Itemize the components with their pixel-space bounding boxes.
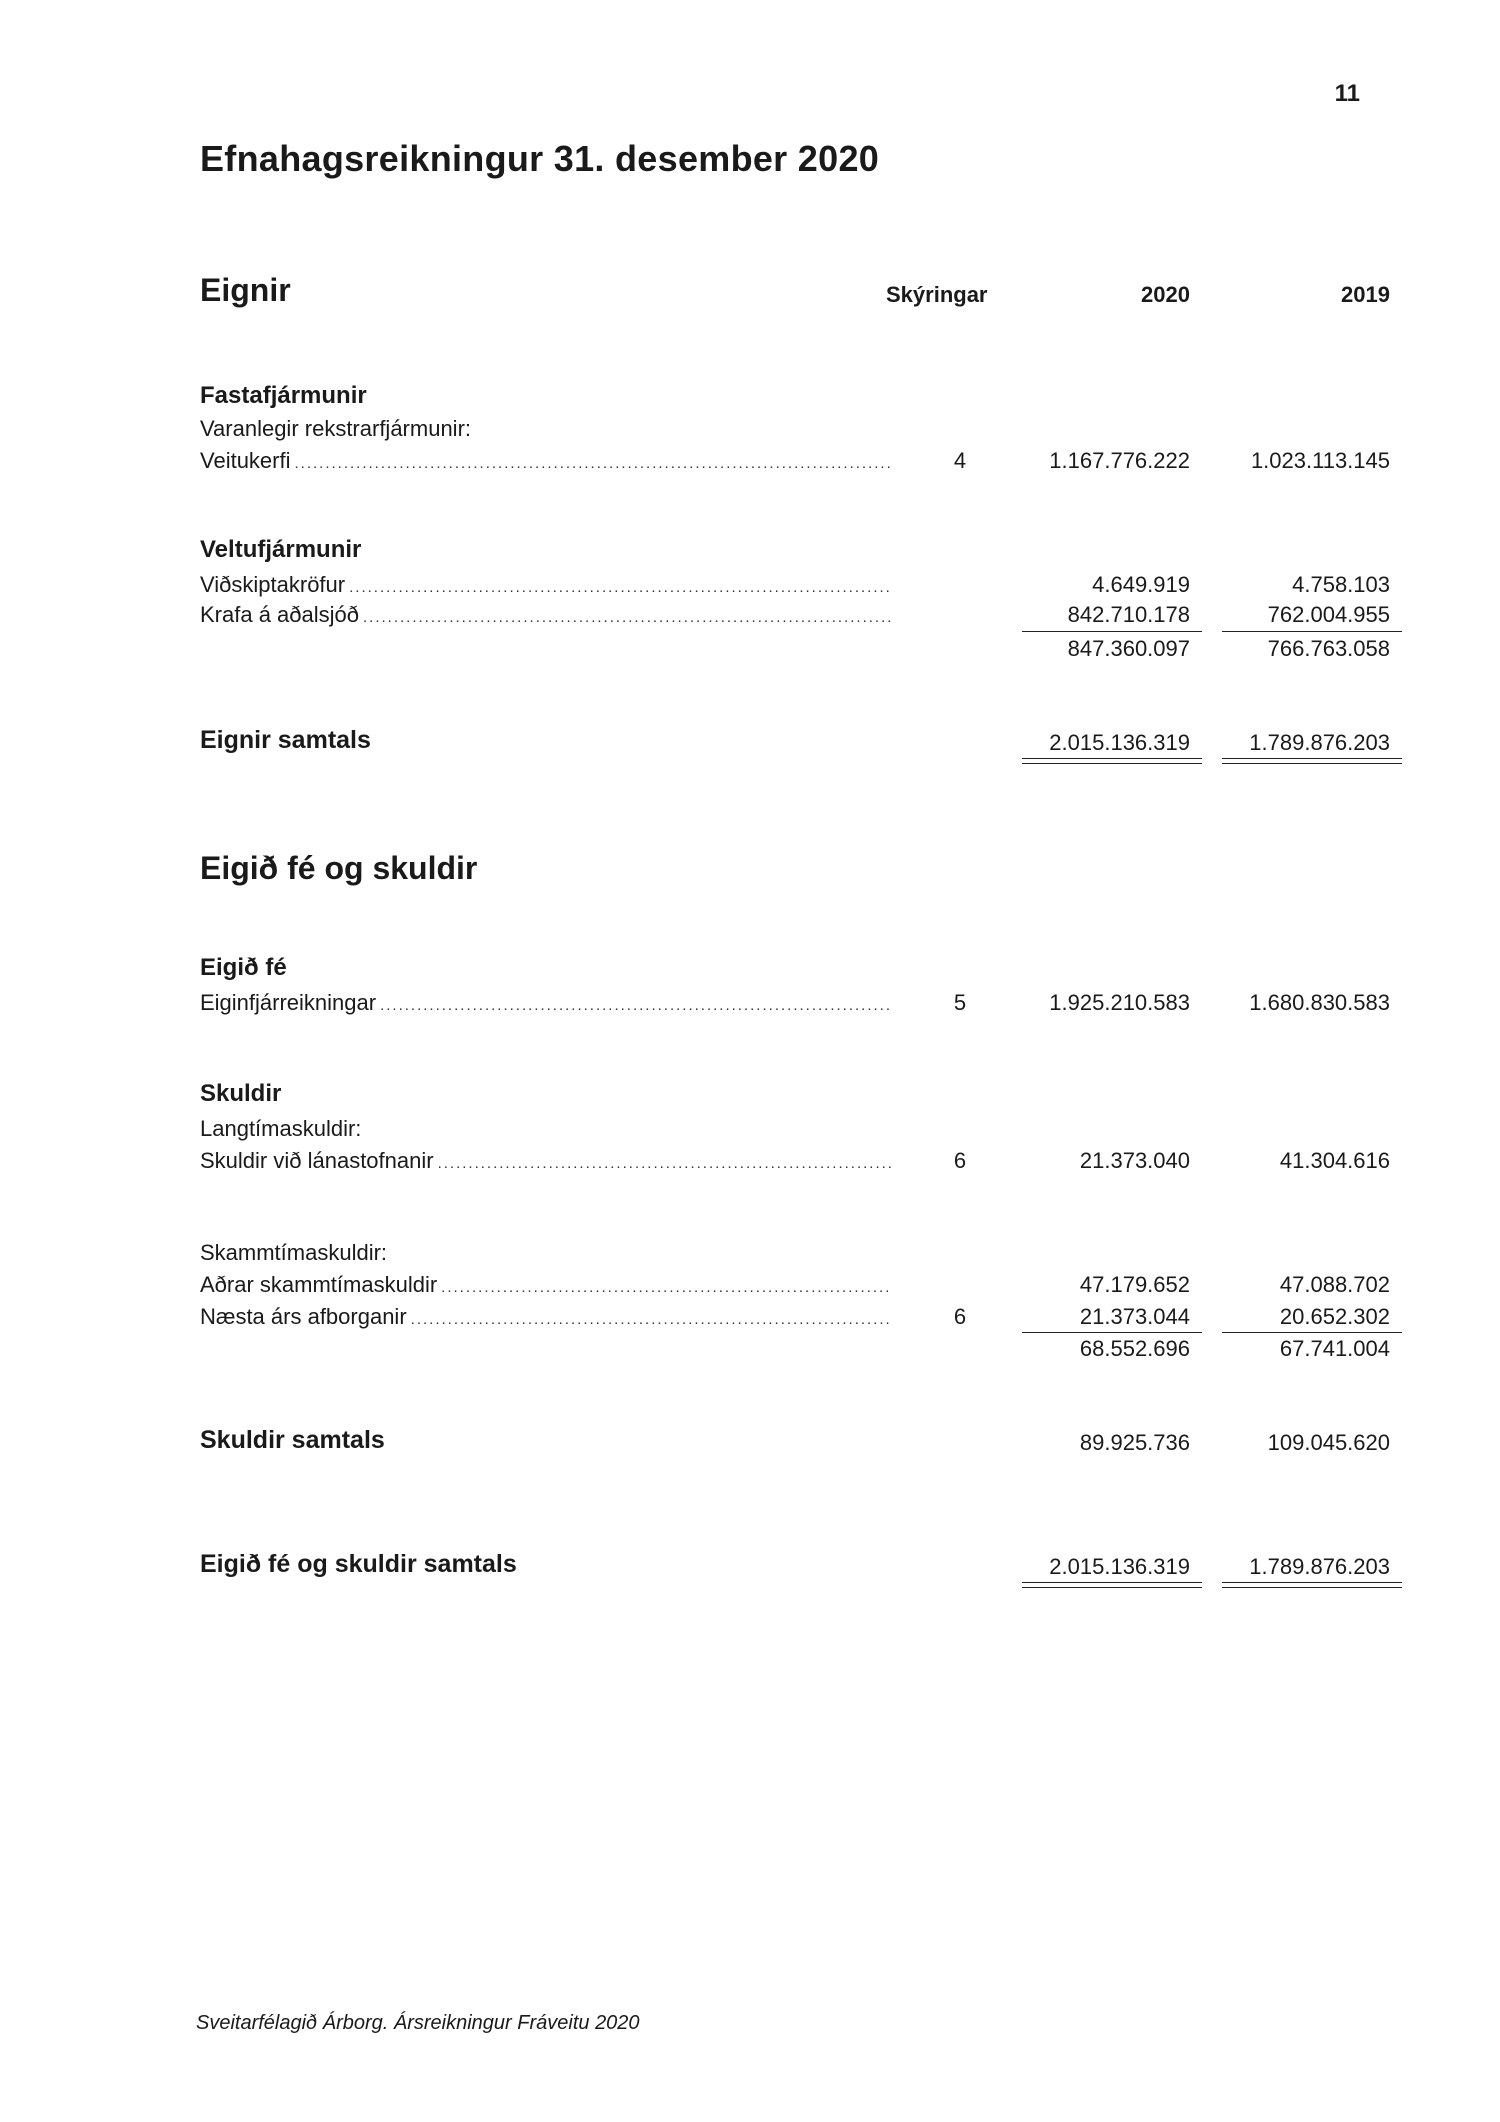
equity-liabilities-total-2020: 2.015.136.319 xyxy=(1049,1554,1190,1579)
row-label-text: Krafa á aðalsjóð xyxy=(200,602,359,627)
subtotal-value-2020: 68.552.696 xyxy=(1079,1336,1190,1361)
row-label-text: Eiginfjárreikningar xyxy=(200,990,377,1015)
row-label-text: Viðskiptakröfur xyxy=(200,572,346,597)
leader-dots xyxy=(438,1155,892,1172)
assets-total-2020: 2.015.136.319 xyxy=(1049,730,1190,755)
row-value-2019: 20.652.302 xyxy=(1279,1304,1390,1329)
leader-dots xyxy=(380,997,892,1014)
short-term-subheading: Skammtímaskuldir: xyxy=(200,1240,388,1265)
row-value-2019: 41.304.616 xyxy=(1279,1148,1390,1173)
double-rule-2020 xyxy=(1022,758,1202,764)
liabilities-total-label: Skuldir samtals xyxy=(200,1426,385,1454)
row-label-text: Næsta árs afborganir xyxy=(200,1304,407,1329)
equity-liabilities-total-2019: 1.789.876.203 xyxy=(1249,1554,1390,1579)
row-label xyxy=(200,448,892,474)
row-value-2019: 4.758.103 xyxy=(1292,572,1390,597)
row-label xyxy=(200,572,892,598)
fixed-assets-subheading: Varanlegir rekstrarfjármunir: xyxy=(200,416,472,441)
fixed-assets-heading: Fastafjármunir xyxy=(200,382,367,409)
page-number: 11 xyxy=(1334,80,1360,107)
row-value-2020: 842.710.178 xyxy=(1067,602,1190,627)
row-value-2020: 21.373.040 xyxy=(1079,1148,1190,1173)
row-label xyxy=(200,990,892,1016)
page-title: Efnahagsreikningur 31. desember 2020 xyxy=(200,138,880,179)
row-value-2020: 21.373.044 xyxy=(1079,1304,1190,1329)
subtotal-value-2020: 847.360.097 xyxy=(1067,636,1190,661)
row-label xyxy=(200,602,892,628)
row-label-text: Skuldir við lánastofnanir xyxy=(200,1148,434,1173)
row-label xyxy=(200,1272,892,1298)
year-2019-column-header: 2019 xyxy=(1341,282,1390,307)
row-label xyxy=(200,1304,892,1330)
subtotal-rule-2020 xyxy=(1022,631,1202,632)
row-note: 6 xyxy=(953,1304,967,1329)
equity-heading: Eigið fé xyxy=(200,954,287,981)
assets-heading: Eignir xyxy=(200,272,291,308)
row-value-2020: 47.179.652 xyxy=(1079,1272,1190,1297)
row-label-text: Veitukerfi xyxy=(200,448,291,473)
equity-liabilities-heading: Eigið fé og skuldir xyxy=(200,850,478,886)
leader-dots xyxy=(295,455,893,472)
page-footer: Sveitarfélagið Árborg. Ársreikningur Fráveitu 2020 xyxy=(196,2012,640,2034)
row-value-2019: 1.680.830.583 xyxy=(1249,990,1390,1015)
liabilities-total-2019: 109.045.620 xyxy=(1267,1430,1390,1455)
subtotal-value-2019: 67.741.004 xyxy=(1279,1336,1390,1361)
leader-dots xyxy=(411,1311,892,1328)
liabilities-total-2020: 89.925.736 xyxy=(1079,1430,1190,1455)
long-term-subheading: Langtímaskuldir: xyxy=(200,1116,362,1141)
leader-dots xyxy=(363,609,892,626)
double-rule-2019 xyxy=(1222,1582,1402,1588)
subtotal-rule-2019 xyxy=(1222,1332,1402,1333)
row-note: 4 xyxy=(953,448,967,473)
assets-total-2019: 1.789.876.203 xyxy=(1249,730,1390,755)
row-value-2019: 1.023.113.145 xyxy=(1250,448,1390,473)
leader-dots xyxy=(349,579,892,596)
current-assets-heading: Veltufjármunir xyxy=(200,536,362,563)
liabilities-heading: Skuldir xyxy=(200,1080,282,1107)
row-label-text: Aðrar skammtímaskuldir xyxy=(200,1272,438,1297)
row-value-2019: 47.088.702 xyxy=(1279,1272,1390,1297)
year-2020-column-header: 2020 xyxy=(1141,282,1190,307)
assets-total-label: Eignir samtals xyxy=(200,726,371,754)
notes-column-header: Skýringar xyxy=(886,282,988,307)
subtotal-rule-2020 xyxy=(1022,1332,1202,1333)
leader-dots xyxy=(441,1279,892,1296)
row-value-2020: 1.167.776.222 xyxy=(1049,448,1190,473)
equity-liabilities-total-label: Eigið fé og skuldir samtals xyxy=(200,1550,517,1578)
subtotal-value-2019: 766.763.058 xyxy=(1267,636,1390,661)
subtotal-rule-2019 xyxy=(1222,631,1402,632)
row-value-2020: 4.649.919 xyxy=(1092,572,1190,597)
row-label xyxy=(200,1148,892,1174)
row-value-2019: 762.004.955 xyxy=(1267,602,1390,627)
row-note: 6 xyxy=(953,1148,967,1173)
double-rule-2019 xyxy=(1222,758,1402,764)
row-value-2020: 1.925.210.583 xyxy=(1049,990,1190,1015)
row-note: 5 xyxy=(953,990,967,1015)
double-rule-2020 xyxy=(1022,1582,1202,1588)
